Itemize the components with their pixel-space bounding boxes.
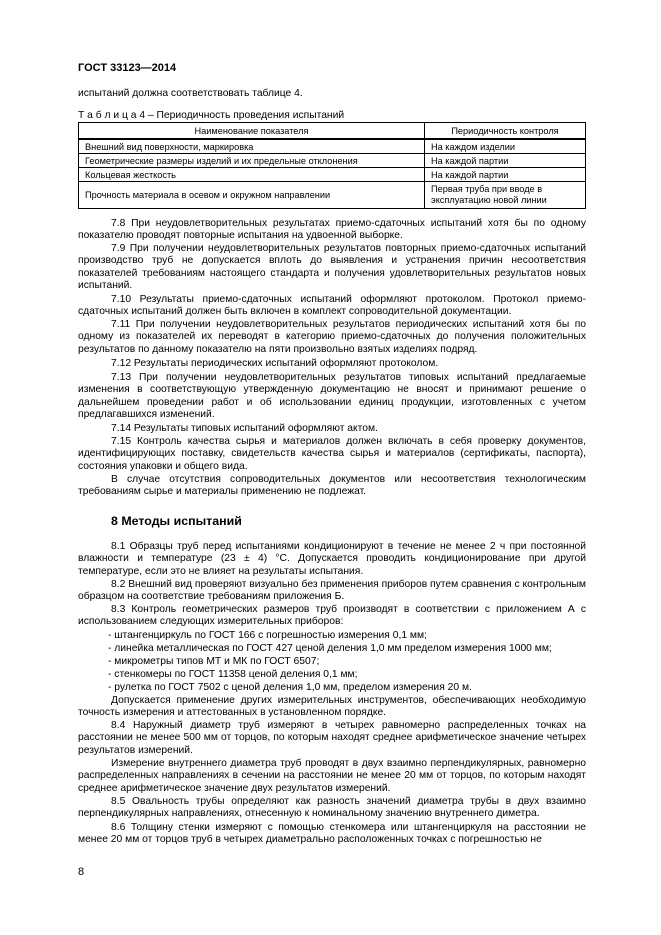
paragraph-8-6: 8.6 Толщину стенки измеряют с помощью стенкомера или штангенциркуля на расстоянии не менее 20 мм от торцов труб в четырех диаметрально расположенных точках с погрешностью не [78,822,586,846]
list-item: - штангенциркуль по ГОСТ 166 с погрешностью измерения 0,1 мм; [108,630,427,641]
paragraph-7-13: 7.13 При получении неудовлетворительных результатов типовых испытаний предлагаемые изменения в соответствующую утвержденную документацию не вносят и принимают решение о дальнейшем проведении работ и об использовании единиц продукции, изготовленных с учетом предлагавшихся изменений. [78,372,586,421]
list-item: - стенкомеры по ГОСТ 11358 ценой деления 0,1 мм; [108,669,358,680]
paragraph-8-1: 8.1 Образцы труб перед испытаниями кондиционируют в течение не менее 2 ч при постоянной влажности и температуре (23 ± 4) °С. Допускается проводить кондиционирование при другой температуре, если это не влияет на результаты испытания. [78,541,586,577]
table-caption: Т а б л и ц а 4 – Периодичность проведения испытаний [78,110,345,121]
paragraph-7-11: 7.11 При получении неудовлетворительных результатов периодических испытаний хотя бы по одному из показателей их переводят в категорию приемо-сдаточных до получения положительных результатов по данному показателю на пяти произвольно взятых изделиях подряд. [78,319,586,355]
table-cell: На каждой партии [425,154,586,168]
intro-text: испытаний должна соответствовать таблице 4. [78,88,303,99]
paragraph-other-instruments: Допускается применение других измерительных инструментов, обеспечивающих необходимую точность измерения и аттестованных в установленном порядке. [78,695,586,719]
paragraph-documents: В случае отсутствия сопроводительных документов или несоответствия технологическим требованиям сырье и материалы применению не подлежат. [78,474,586,498]
paragraph-8-3: 8.3 Контроль геометрических размеров труб производят в соответствии с приложением А с использованием следующих измерительных приборов: [78,604,586,628]
list-item: - микрометры типов МТ и МК по ГОСТ 6507; [108,656,320,667]
table-cell: На каждой партии [425,168,586,182]
table-row [79,182,586,209]
paragraph-7-10: 7.10 Результаты приемо-сдаточных испытаний оформляют протоколом. Протокол приемо-сдаточных испытаний должен быть включен в комплект сопроводительной документации. [78,294,586,318]
table-cell: Прочность материала в осевом и окружном направлении [79,182,425,209]
table-header-periodicity: Периодичность контроля [425,123,586,140]
list-item: - рулетка по ГОСТ 7502 с ценой деления 1,0 мм, пределом измерения 20 м. [108,682,472,693]
table-cell: Внешний вид поверхности, маркировка [79,139,425,154]
table-row [79,154,586,168]
table-cell: Геометрические размеры изделий и их предельные отклонения [79,154,425,168]
page-number: 8 [78,866,85,878]
periodicity-table [78,122,586,209]
paragraph-7-8: 7.8 При неудовлетворительных результатах приемо-сдаточных испытаний хотя бы по одному показателю проводят повторные испытания на удвоенной выборке. [78,218,586,242]
table-cell: На каждом изделии [425,139,586,154]
list-item: - линейка металлическая по ГОСТ 427 ценой деления 1,0 мм пределом измерения 1000 мм; [108,643,552,654]
paragraph-7-12: 7.12 Результаты периодических испытаний оформляют протоколом. [111,358,439,369]
section-title: 8 Методы испытаний [111,514,242,528]
paragraph-7-9: 7.9 При получении неудовлетворительных результатов повторных приемо-сдаточных испытаний производство труб не допускается вплоть до выявления и устранения причин несоответствия показателей требованиям настоящего стандарта и получения удовлетворительных результатов новых испытаний. [78,243,586,292]
table-cell: Первая труба при вводе в эксплуатацию новой линии [425,182,586,209]
table-row [79,139,586,154]
paragraph-8-2: 8.2 Внешний вид проверяют визуально без применения приборов путем сравнения с контрольным образцом на соответствие требованиям приложения Б. [78,579,586,603]
table-cell: Кольцевая жесткость [79,168,425,182]
paragraph-8-5: 8.5 Овальность трубы определяют как разность значений диаметра трубы в двух взаимно перпендикулярных направлениях, отнесенную к номинальному значению внутреннего диметра. [78,796,586,820]
paragraph-7-15: 7.15 Контроль качества сырья и материалов должен включать в себя проверку документов, идентифицирующих поставку, свидетельств качества сырья и материалов (сертификаты, паспорта), состояния упаковки и общего вида. [78,436,586,472]
paragraph-8-4: 8.4 Наружный диаметр труб измеряют в четырех равномерно распределенных точках на расстоянии не менее 500 мм от торцов, по которым находят среднее арифметическое значение четырех результатов измерений. [78,720,586,756]
paragraph-7-14: 7.14 Результаты типовых испытаний оформляют актом. [111,423,378,434]
paragraph-inner-diameter: Измерение внутреннего диаметра труб проводят в двух взаимно перпендикулярных, равномерно распределенных направлениях в сечении на расстоянии не менее 20 мм от торцов, по которым находят среднее арифметическое значение двух результатов измерений. [78,758,586,794]
table-row [79,168,586,182]
table-header-indicator: Наименование показателя [79,123,425,140]
document-header: ГОСТ 33123—2014 [78,62,177,74]
